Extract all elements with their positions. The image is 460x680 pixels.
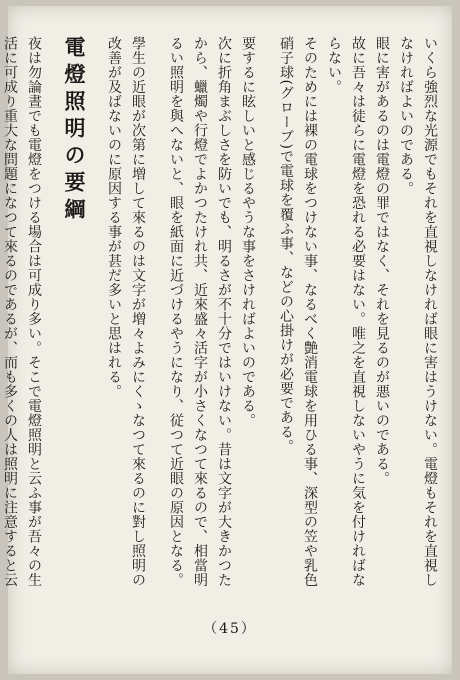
section-heading: 電燈照明の要綱	[62, 36, 87, 225]
paragraph-7: 學生の近眼が次第に増して來るのは文字が増々よみにくゝなつて來るのに對し照明の改善が及ばないのに原因する事が甚だ多いと思はれる。	[106, 36, 146, 587]
vertical-text-body	[2, 36, 442, 596]
page-number: （45）	[203, 621, 257, 637]
paragraph-5: 要するに眩しいと感じるやうな事をさければよいのである。	[240, 36, 256, 428]
paragraph-6: 次に折角まぶしさを防いでも、明るさが不十分ではいけない。昔は文字が大きかつたから、蠟燭や行燈でよかつたけれ共、近來盛々活字が小さくなつて來るので、相當明るい照明を與へないと、眼を紙面に近づけるやうになり、従つて近眼の原因となる。	[168, 36, 232, 587]
paragraph-4: そのためには裸の電球をつけない事、なるべく艶消電球を用ひる事、深型の笠や乳色硝子球(グローブ)で電球を覆ふ事、などの心掛けが必要である。	[278, 36, 318, 587]
paragraph-1: いくら強烈な光源でもそれを直視しなければ眼に害はうけない。電燈もそれを直視しなければよいのである。	[398, 36, 438, 587]
book-page	[2, 6, 452, 674]
paragraph-2: 眼に害があるのは電燈の罪ではなく、それを見るのが悪いのである。	[374, 36, 390, 486]
paragraph-8: 夜は勿論晝でも電燈をつける場合は可成り多い。そこで電燈照明と云ふ事が吾々の生活に可成り重大な問題になつて來るのであるが、而も多くの人は照明に注意すると云	[2, 36, 42, 587]
paragraph-3: 故に吾々は徒らに電燈を恐れる必要はない。唯之を直視しないやうに気を付ければならない。	[326, 36, 366, 587]
